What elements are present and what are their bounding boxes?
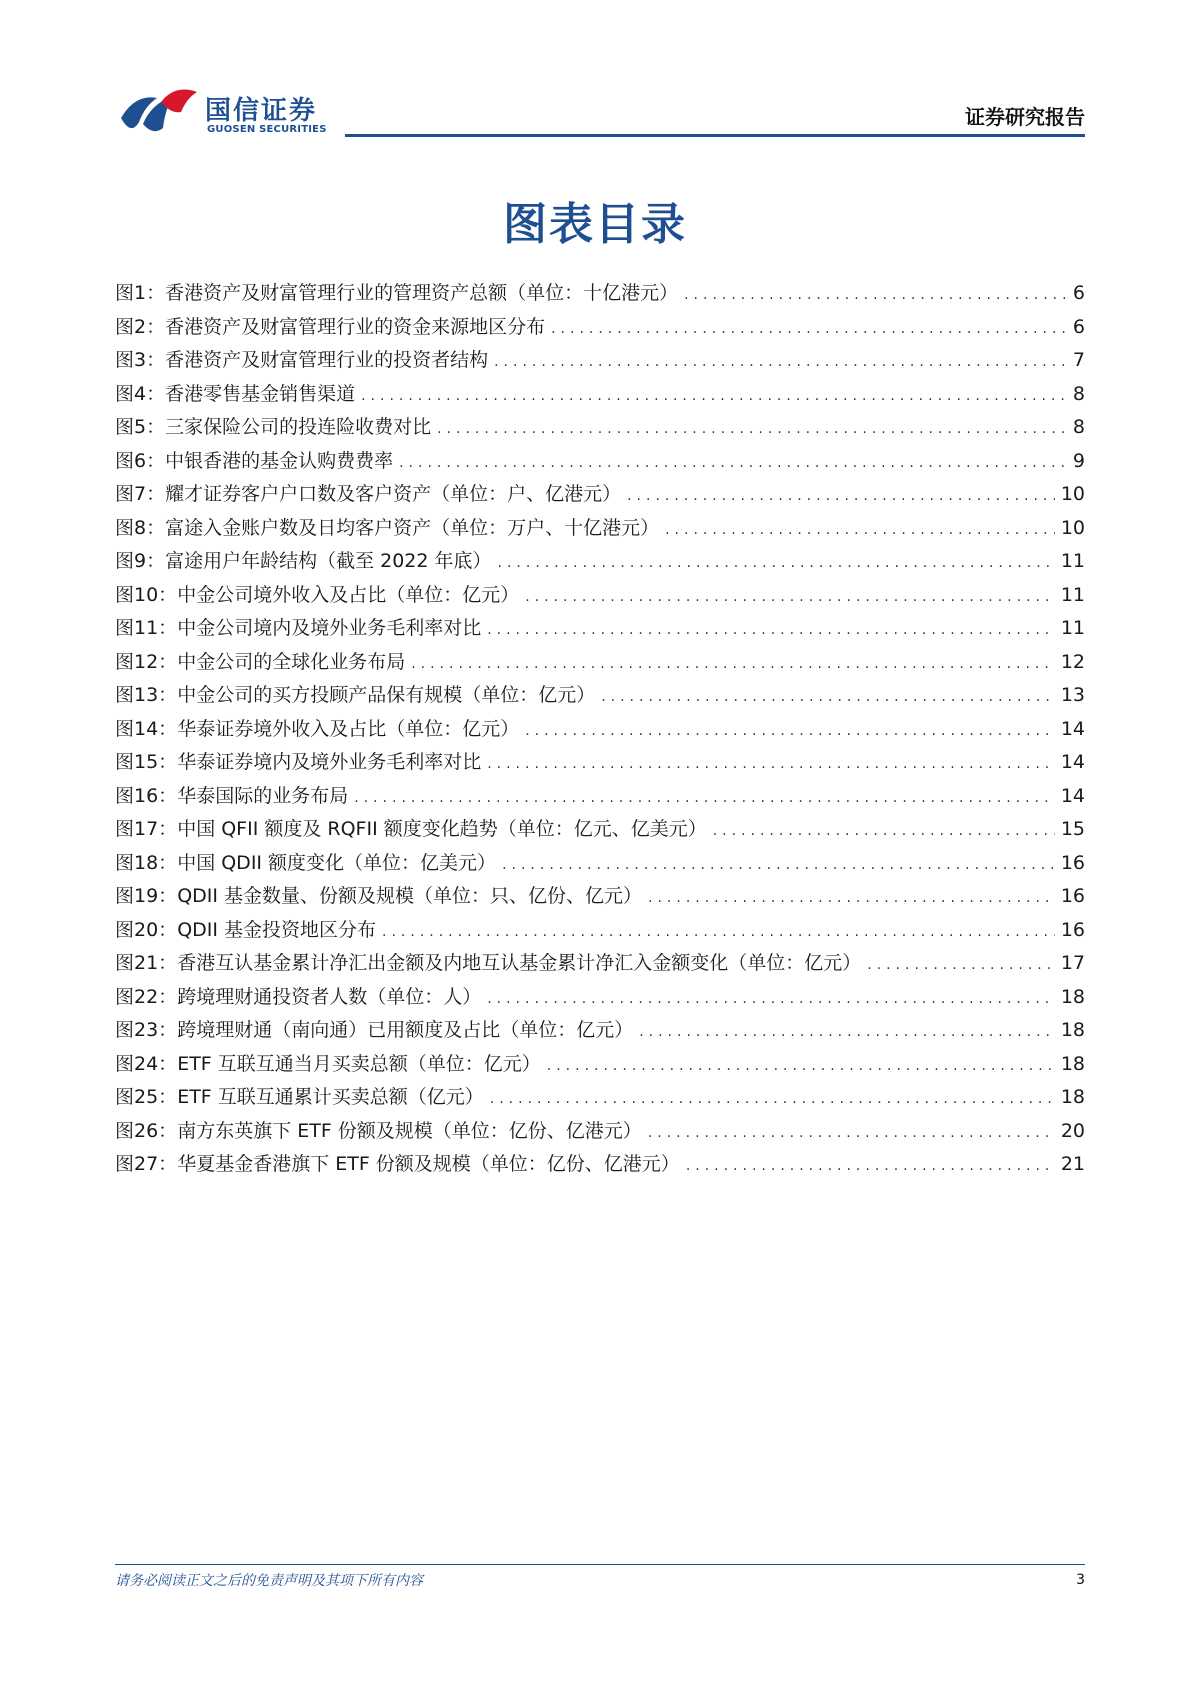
toc-entry-title: 南方东英旗下 ETF 份额及规模（单位：亿份、亿港元）: [177, 1119, 642, 1142]
toc-entry[interactable]: [115, 311, 1085, 345]
toc-entry[interactable]: [115, 1014, 1085, 1048]
dot-leader: [648, 1117, 1055, 1151]
dot-leader: [411, 648, 1055, 682]
toc-entry-page: 6: [1072, 315, 1085, 338]
toc-entry[interactable]: [115, 914, 1085, 948]
page-number: 3: [1076, 1572, 1085, 1588]
toc-entry-page: 20: [1060, 1119, 1085, 1142]
toc-entry-page: 14: [1060, 751, 1085, 773]
toc-entry-page: 15: [1060, 818, 1085, 840]
toc-entry-title: 中金公司的买方投顾产品保有规模（单位：亿元）: [177, 684, 596, 706]
dot-leader: [627, 480, 1055, 514]
toc-entry[interactable]: [115, 411, 1085, 445]
toc-entry-title: 中金公司境内及境外业务毛利率对比: [177, 617, 482, 639]
toc-entry-label: 图6：: [115, 449, 166, 472]
toc-entry[interactable]: [115, 512, 1085, 546]
toc-entry-title: 富途入金账户数及日均客户资产（单位：万户、十亿港元）: [165, 516, 660, 539]
dot-leader: [665, 514, 1055, 548]
toc-entry-title: 三家保险公司的投连险收费对比: [165, 416, 432, 438]
toc-entry-label: 图23：: [115, 1019, 178, 1041]
toc-entry-label: 图25：: [115, 1086, 178, 1108]
toc-entry-page: 8: [1072, 416, 1085, 438]
toc-entry-label: 图9：: [115, 550, 166, 572]
toc-entry[interactable]: [115, 378, 1085, 412]
toc-entry-page: 14: [1060, 717, 1085, 740]
dot-leader: [502, 849, 1055, 883]
toc-entry[interactable]: [115, 478, 1085, 512]
toc-entry[interactable]: [115, 981, 1085, 1015]
toc-entry-label: 图27：: [115, 1153, 178, 1175]
toc-entry-label: 图13：: [115, 684, 178, 706]
toc-entry-label: 图20：: [115, 918, 178, 941]
footer-divider: [115, 1564, 1085, 1565]
toc-entry-label: 图2：: [115, 315, 166, 338]
toc-entry-title: QDII 基金数量、份额及规模（单位：只、亿份、亿元）: [177, 885, 643, 907]
toc-entry-label: 图19：: [115, 885, 178, 907]
toc-entry-page: 6: [1072, 282, 1085, 304]
toc-entry-label: 图3：: [115, 349, 166, 371]
dot-leader: [361, 380, 1067, 414]
toc-entry[interactable]: [115, 445, 1085, 479]
dot-leader: [551, 313, 1067, 347]
toc-entry-title: 华泰国际的业务布局: [177, 784, 349, 807]
logo-english-name: GUOSEN SECURITIES: [207, 124, 327, 135]
header-divider: [345, 134, 1085, 137]
toc-entry-label: 图16：: [115, 784, 178, 807]
dot-leader: [639, 1016, 1055, 1050]
toc-entry[interactable]: [115, 880, 1085, 914]
toc-entry[interactable]: [115, 344, 1085, 378]
toc-entry-label: 图18：: [115, 851, 178, 874]
dot-leader: [684, 279, 1067, 313]
dot-leader: [494, 346, 1067, 380]
toc-entry-label: 图22：: [115, 985, 178, 1008]
toc-entry-title: 富途用户年龄结构（截至 2022 年底）: [165, 550, 492, 572]
toc-entry-page: 17: [1060, 952, 1085, 974]
toc-entry[interactable]: [115, 713, 1085, 747]
toc-entry-page: 7: [1072, 349, 1085, 371]
dot-leader: [490, 1083, 1055, 1117]
toc-entry-page: 8: [1072, 382, 1085, 405]
toc-entry[interactable]: [115, 277, 1085, 311]
toc-entry[interactable]: [115, 746, 1085, 780]
dot-leader: [686, 1150, 1055, 1184]
toc-entry-title: 香港互认基金累计净汇出金额及内地互认基金累计净汇入金额变化（单位：亿元）: [177, 952, 862, 974]
toc-entry[interactable]: [115, 1115, 1085, 1149]
toc-entry-label: 图5：: [115, 416, 166, 438]
company-logo: [117, 84, 337, 140]
toc-entry-title: 中金公司的全球化业务布局: [177, 650, 406, 673]
toc-entry-page: 16: [1060, 851, 1085, 874]
dot-leader: [437, 413, 1067, 447]
toc-entry-page: 11: [1060, 617, 1085, 639]
dot-leader: [525, 581, 1055, 615]
toc-entry-page: 18: [1060, 1086, 1085, 1108]
toc-entry-label: 图24：: [115, 1052, 178, 1075]
toc-entry[interactable]: [115, 612, 1085, 646]
dot-leader: [382, 916, 1055, 950]
dot-leader: [547, 1050, 1055, 1084]
toc-entry-page: 16: [1060, 918, 1085, 941]
toc-entry-page: 13: [1060, 684, 1085, 706]
toc-entry[interactable]: [115, 545, 1085, 579]
toc-entry-label: 图14：: [115, 717, 178, 740]
toc-entry-title: 中国 QFII 额度及 RQFII 额度变化趋势（单位：亿元、亿美元）: [177, 818, 707, 840]
dot-leader: [487, 748, 1055, 782]
page-title: 图表目录: [503, 199, 687, 250]
toc-entry[interactable]: [115, 813, 1085, 847]
toc-entry[interactable]: [115, 947, 1085, 981]
toc-entry-page: 18: [1060, 985, 1085, 1008]
toc-entry-title: 华泰证券境内及境外业务毛利率对比: [177, 751, 482, 773]
toc-entry[interactable]: [115, 579, 1085, 613]
toc-entry[interactable]: [115, 646, 1085, 680]
dot-leader: [498, 547, 1055, 581]
toc-entry-title: 华夏基金香港旗下 ETF 份额及规模（单位：亿份、亿港元）: [177, 1153, 680, 1175]
toc-entry-page: 18: [1060, 1052, 1085, 1075]
guosen-logo-icon: [117, 84, 201, 136]
toc-entry-label: 图15：: [115, 751, 178, 773]
dot-leader: [525, 715, 1055, 749]
toc-entry-label: 图8：: [115, 516, 166, 539]
toc-entry-title: 中银香港的基金认购费费率: [165, 449, 394, 472]
toc-entry-title: 中国 QDII 额度变化（单位：亿美元）: [177, 851, 497, 874]
dot-leader: [487, 983, 1055, 1017]
toc-entry-page: 14: [1060, 784, 1085, 807]
toc-entry-page: 10: [1060, 516, 1085, 539]
toc-entry-title: 香港资产及财富管理行业的管理资产总额（单位：十亿港元）: [165, 282, 679, 304]
dot-leader: [354, 782, 1055, 816]
toc-entry-page: 10: [1060, 483, 1085, 505]
toc-entry-title: ETF 互联互通累计买卖总额（亿元）: [177, 1086, 484, 1108]
toc-entry-title: 华泰证券境外收入及占比（单位：亿元）: [177, 717, 520, 740]
toc-entry-page: 9: [1072, 449, 1085, 472]
toc-entry-label: 图1：: [115, 282, 166, 304]
toc-entry-title: 耀才证券客户户口数及客户资产（单位：户、亿港元）: [165, 483, 622, 505]
toc-entry[interactable]: [115, 679, 1085, 713]
toc-entry-label: 图17：: [115, 818, 178, 840]
toc-entry-page: 12: [1060, 650, 1085, 673]
toc-entry-label: 图4：: [115, 382, 166, 405]
toc-entry-label: 图21：: [115, 952, 178, 974]
toc-entry[interactable]: [115, 847, 1085, 881]
toc-entry-label: 图26：: [115, 1119, 178, 1142]
dot-leader: [399, 447, 1067, 481]
dot-leader: [867, 949, 1055, 983]
toc-entry-label: 图10：: [115, 583, 178, 606]
toc-entry-title: 香港资产及财富管理行业的投资者结构: [165, 349, 489, 371]
toc-entry-label: 图11：: [115, 617, 178, 639]
dot-leader: [487, 614, 1055, 648]
toc-entry[interactable]: [115, 1148, 1085, 1182]
toc-entry[interactable]: [115, 780, 1085, 814]
toc-entry-title: QDII 基金投资地区分布: [177, 918, 377, 941]
report-type-label: 证券研究报告: [965, 105, 1085, 129]
logo-chinese-name: 国信证券: [205, 96, 318, 126]
toc-entry[interactable]: [115, 1081, 1085, 1115]
dot-leader: [648, 882, 1055, 916]
toc-entry-label: 图7：: [115, 483, 166, 505]
figure-index-list: [115, 277, 1085, 1182]
toc-entry-title: ETF 互联互通当月买卖总额（单位：亿元）: [177, 1052, 541, 1075]
toc-entry[interactable]: [115, 1048, 1085, 1082]
toc-entry-title: 香港零售基金销售渠道: [165, 382, 356, 405]
toc-entry-label: 图12：: [115, 650, 178, 673]
toc-entry-page: 11: [1060, 583, 1085, 606]
toc-entry-title: 中金公司境外收入及占比（单位：亿元）: [177, 583, 520, 606]
toc-entry-title: 跨境理财通（南向通）已用额度及占比（单位：亿元）: [177, 1019, 634, 1041]
dot-leader: [713, 815, 1055, 849]
toc-entry-title: 香港资产及财富管理行业的资金来源地区分布: [165, 315, 546, 338]
dot-leader: [601, 681, 1055, 715]
disclaimer-note: 请务必阅读正文之后的免责声明及其项下所有内容: [115, 1573, 423, 1589]
toc-entry-page: 11: [1060, 550, 1085, 572]
toc-entry-page: 21: [1060, 1153, 1085, 1175]
toc-entry-page: 18: [1060, 1019, 1085, 1041]
toc-entry-page: 16: [1060, 885, 1085, 907]
toc-entry-title: 跨境理财通投资者人数（单位：人）: [177, 985, 482, 1008]
